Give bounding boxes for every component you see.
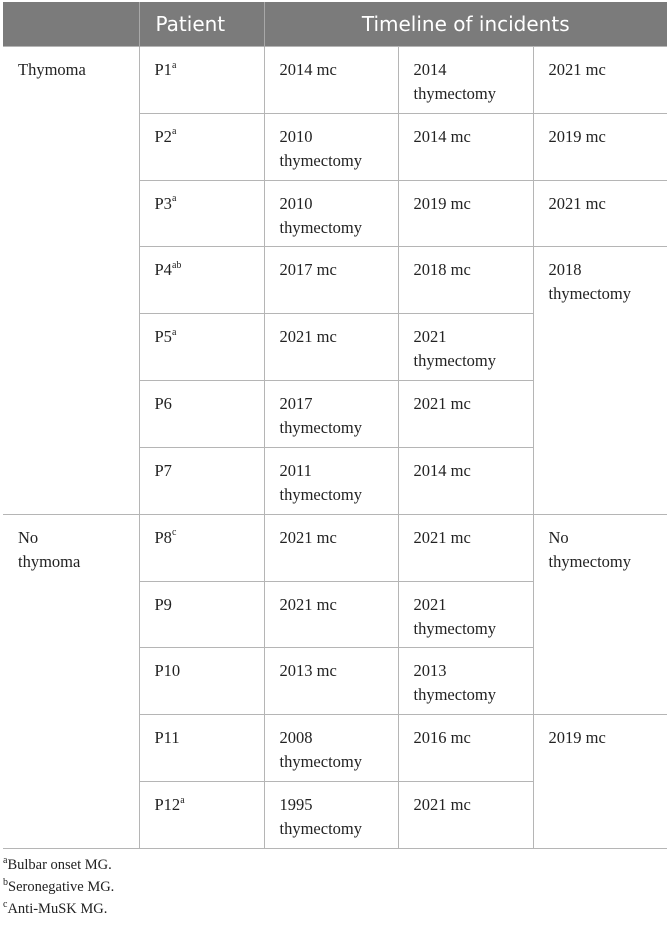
event-cell: 2011 thymectomy: [264, 447, 398, 514]
patient-id: P2: [154, 126, 172, 146]
patient-cell: [139, 314, 264, 381]
footnote-mark: a: [171, 126, 177, 138]
patient-id: P1: [154, 60, 172, 79]
event-cell: 1995 thymectomy: [264, 782, 398, 849]
event-cell: 2021 mc: [533, 47, 667, 114]
event-cell: 2018 mc: [398, 247, 533, 314]
event-cell: 2008 thymectomy: [264, 715, 398, 782]
patient-cell: [139, 447, 264, 514]
patient-timeline-table: [3, 2, 667, 849]
header-row: [3, 2, 667, 47]
event-cell: 2021 mc: [264, 581, 398, 648]
footnote-mark: a: [180, 794, 185, 806]
event-cell: 2021 mc: [264, 314, 398, 381]
footnotes: [3, 854, 114, 920]
patient-cell: [139, 715, 264, 782]
event-cell: 2014 thymectomy: [398, 47, 533, 114]
footnote-mark: b: [3, 877, 8, 889]
patient-cell: [139, 514, 264, 581]
footnote-mark: a: [171, 59, 177, 71]
event-cell: No thymectomy: [533, 514, 667, 714]
footnote: [3, 854, 114, 876]
patient-id: P3: [154, 193, 172, 213]
footnote-mark: c: [3, 899, 8, 911]
footnote-text: Anti-MuSK MG.: [7, 901, 108, 917]
footnote-mark: a: [171, 326, 177, 338]
patient-cell: [139, 648, 264, 715]
patient-id: P12: [154, 795, 181, 815]
footnote-mark: ab: [171, 259, 182, 271]
patient-id: P5: [154, 327, 172, 347]
event-cell: 2014 mc: [398, 113, 533, 180]
patient-id: P7: [154, 460, 172, 480]
footnote: [3, 898, 114, 920]
header-empty-cell: [3, 2, 139, 47]
patient-cell: [139, 581, 264, 648]
event-cell: 2021 thymectomy: [398, 581, 533, 648]
event-cell: 2016 mc: [398, 715, 533, 782]
event-cell: 2017 thymectomy: [264, 381, 398, 448]
group-cell-no-thymoma: No thymoma: [3, 514, 139, 848]
footnote-text: Seronegative MG.: [8, 879, 115, 895]
patient-cell: [139, 247, 264, 314]
event-cell: 2021 mc: [533, 180, 667, 247]
event-cell: 2021 mc: [398, 381, 533, 448]
patient-cell: [139, 47, 264, 114]
patient-id: P4: [154, 260, 172, 280]
patient-id: P9: [154, 594, 172, 614]
event-cell: 2013 thymectomy: [398, 648, 533, 715]
event-cell: 2010 thymectomy: [264, 180, 398, 247]
group-cell-thymoma: Thymoma: [3, 47, 139, 515]
event-cell: 2021 thymectomy: [398, 314, 533, 381]
event-cell: 2021 mc: [398, 514, 533, 581]
event-cell: 2010 thymectomy: [264, 113, 398, 180]
patient-id: P10: [154, 661, 181, 681]
table-row: [3, 514, 667, 581]
event-cell: 2019 mc: [533, 113, 667, 180]
patient-id: P11: [154, 728, 180, 748]
event-cell: 2017 mc: [264, 247, 398, 314]
patient-cell: [139, 113, 264, 180]
event-cell: 2014 mc: [398, 447, 533, 514]
event-cell: 2019 mc: [398, 180, 533, 247]
event-cell: 2013 mc: [264, 648, 398, 715]
header-timeline: Timeline of incidents: [264, 2, 667, 47]
header-patient: Patient: [139, 2, 264, 47]
event-cell: 2021 mc: [264, 514, 398, 581]
footnote-text: Bulbar onset MG.: [7, 857, 112, 873]
footnote-mark: a: [3, 855, 8, 867]
footnote-mark: c: [171, 527, 177, 539]
patient-cell: [139, 782, 264, 849]
footnote-mark: a: [171, 193, 177, 205]
event-cell: 2014 mc: [264, 47, 398, 114]
patient-cell: [139, 180, 264, 247]
event-cell: 2021 mc: [398, 782, 533, 849]
patient-cell: [139, 381, 264, 448]
table-row: [3, 47, 667, 114]
event-cell: 2019 mc: [533, 715, 667, 849]
patient-id: P6: [154, 394, 172, 414]
footnote: [3, 876, 114, 898]
patient-id: P8: [154, 527, 172, 547]
event-cell: 2018 thymectomy: [533, 247, 667, 514]
